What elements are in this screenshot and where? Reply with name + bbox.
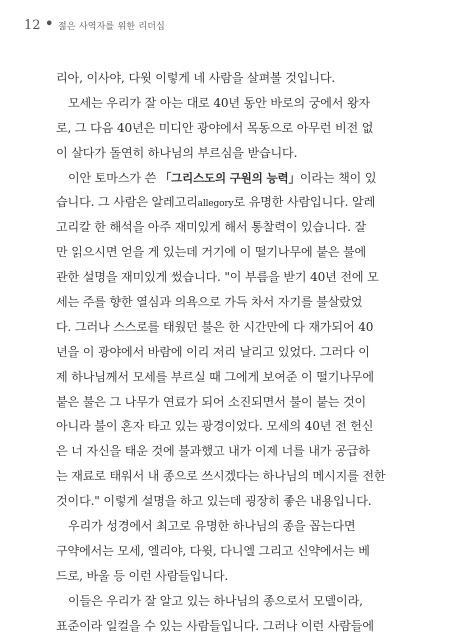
text-line: 는 재료로 태워서 내 종으로 쓰시겠다는 하나님의 메시지를 전한 bbox=[56, 469, 386, 484]
text-line: 만 읽으시면 얻을 게 있는데 거기에 이 떨기나무에 붙은 불에 bbox=[56, 245, 367, 260]
text-line: 아니라 불이 혼자 타고 있는 광경이었다. 모세의 40년 전 헌신 bbox=[56, 419, 374, 434]
text-line: 표준이라 일컬을 수 있는 사람들입니다. 그러나 이런 사람들에 bbox=[56, 618, 374, 633]
text-line: 로, 그 다음 40년은 미디안 광야에서 목동으로 아무런 비전 없 bbox=[56, 120, 374, 135]
text-line: 이들은 우리가 잘 알고 있는 하나님의 종으로서 모델이라, bbox=[68, 593, 363, 608]
text-line: 리아, 이사야, 다윗 이렇게 네 사람을 살펴볼 것입니다. bbox=[56, 71, 336, 85]
text-line bbox=[56, 166, 420, 191]
text-line: 붙은 불은 그 나무가 연료가 되어 소진되면서 불이 붙는 것이 bbox=[56, 394, 367, 409]
text-line: 은 너 자신을 태운 것에 불과했고 내가 이제 너를 내가 공급하 bbox=[56, 444, 370, 459]
text-line: 관한 설명을 재미있게 썼습니다. "이 부름을 받기 40년 전에 모 bbox=[56, 270, 379, 285]
text-line: 이 살다가 돌연히 하나님의 부르심을 받습니다. bbox=[56, 145, 298, 160]
text-fragment: 로 유명한 사람입니다. 알레 bbox=[233, 195, 376, 210]
text-line: 것이다." 이렇게 설명을 하고 있는데 굉장히 좋은 내용입니다. bbox=[56, 494, 372, 509]
text-line: 모세는 우리가 잘 아는 대로 40년 동안 바로의 궁에서 왕자 bbox=[68, 95, 371, 110]
text-line: 다. 그러나 스스로를 태웠던 불은 한 시간만에 다 재가되어 40 bbox=[56, 319, 374, 334]
text-line: 구약에서는 모세, 엘리야, 다윗, 다니엘 그리고 신약에서는 베 bbox=[56, 543, 370, 558]
text-line: 우리가 성경에서 최고로 유명한 하나님의 종을 꼽는다면 bbox=[68, 519, 356, 534]
text-line: 제 하나님께서 모세를 부르실 때 그에게 보여준 이 떨기나무에 bbox=[56, 369, 374, 384]
book-title: 「그리스도의 구원의 능력」 bbox=[159, 170, 300, 185]
text-line bbox=[56, 190, 420, 215]
body-text bbox=[56, 66, 420, 638]
text-fragment: 이라는 책이 있 bbox=[299, 170, 377, 185]
page-number: 12 bbox=[24, 18, 41, 33]
text-line: 드로, 바울 등 이런 사람들입니다. bbox=[56, 568, 229, 583]
text-fragment: 이안 토마스가 쓴 bbox=[68, 170, 160, 185]
text-fragment: 습니다. 그 사람은 알레고리 bbox=[56, 195, 198, 210]
latin-term: allegory bbox=[197, 199, 234, 210]
text-line: 년을 이 광야에서 바람에 이리 저리 날리고 있었다. 그러다 이 bbox=[56, 344, 370, 359]
text-line: 고리칼 한 해석을 아주 재미있게 해서 통찰력이 있습니다. 잘 bbox=[56, 220, 367, 235]
text-line: 세는 주를 향한 열심과 의욕으로 가득 차서 자기를 불살랐었 bbox=[56, 295, 363, 310]
header-separator: • bbox=[44, 14, 54, 33]
running-title: 젊은 사역자를 위한 리더십 bbox=[57, 22, 166, 32]
page-header bbox=[24, 14, 165, 33]
